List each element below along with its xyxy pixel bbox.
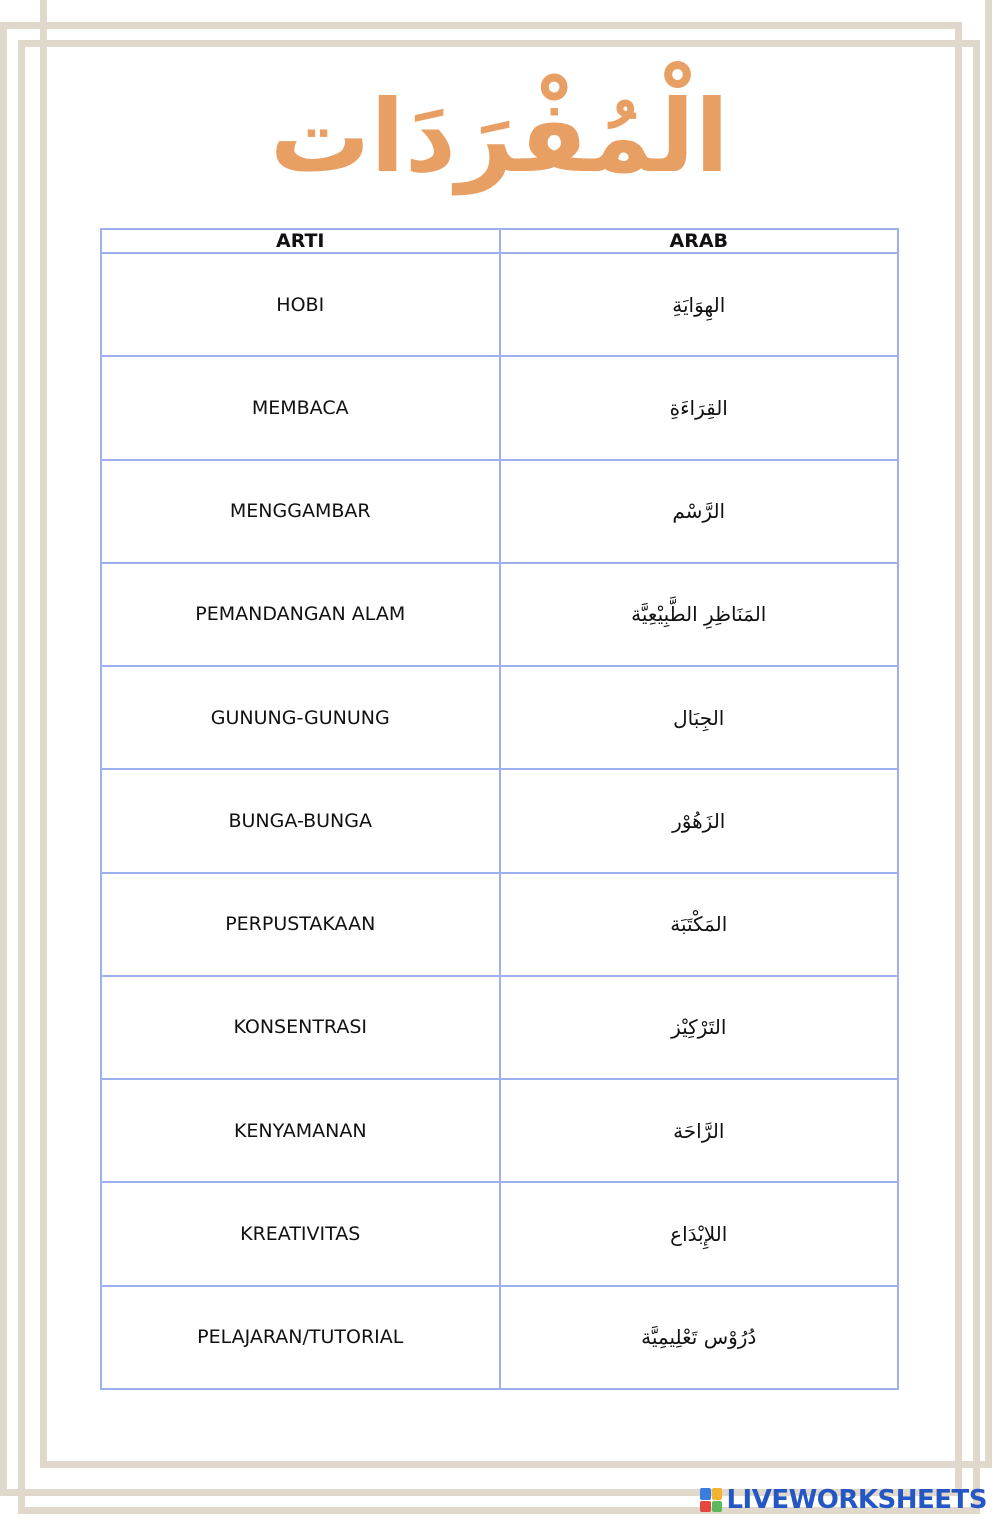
cell-arti: KONSENTRASI <box>101 976 500 1079</box>
table-row <box>101 666 898 769</box>
cell-arab: دُرُوْس تَعْلِيمِيَّة <box>500 1286 899 1389</box>
page-title: الْمُفْرَدَات <box>269 78 730 195</box>
header-arab: ARAB <box>500 229 899 253</box>
cell-arti: KENYAMANAN <box>101 1079 500 1182</box>
cell-arab: الزَهُوْر <box>500 769 899 872</box>
table-row <box>101 1182 898 1285</box>
cell-arti: BUNGA-BUNGA <box>101 769 500 872</box>
liveworksheets-logo-icon <box>700 1488 722 1512</box>
cell-arti: PERPUSTAKAAN <box>101 873 500 976</box>
table-row <box>101 253 898 356</box>
cell-arab: الهِوَايَةِ <box>500 253 899 356</box>
cell-arab: الرَّسْم <box>500 460 899 563</box>
cell-arab: الجِبَال <box>500 666 899 769</box>
table-row <box>101 1286 898 1389</box>
liveworksheets-branding[interactable] <box>700 1484 987 1516</box>
table-header-row <box>101 229 898 253</box>
table-row <box>101 563 898 666</box>
vocabulary-table <box>100 228 899 1390</box>
cell-arti: KREATIVITAS <box>101 1182 500 1285</box>
cell-arab: المَكْتَبَة <box>500 873 899 976</box>
table-row <box>101 873 898 976</box>
table-row <box>101 356 898 459</box>
cell-arab: التَرْكِيْز <box>500 976 899 1079</box>
table-row <box>101 769 898 872</box>
header-arti: ARTI <box>101 229 500 253</box>
cell-arti: PELAJARAN/TUTORIAL <box>101 1286 500 1389</box>
cell-arab: اللإِبْدَاع <box>500 1182 899 1285</box>
cell-arti: PEMANDANGAN ALAM <box>101 563 500 666</box>
cell-arti: MENGGAMBAR <box>101 460 500 563</box>
liveworksheets-wordmark: LIVEWORKSHEETS <box>726 1485 987 1515</box>
cell-arti: GUNUNG-GUNUNG <box>101 666 500 769</box>
table-row <box>101 1079 898 1182</box>
cell-arab: المَنَاظِرِ الطَّبِيْعِيَّة <box>500 563 899 666</box>
table-row <box>101 460 898 563</box>
cell-arab: القِرَاءَةِ <box>500 356 899 459</box>
cell-arti: HOBI <box>101 253 500 356</box>
table-row <box>101 976 898 1079</box>
cell-arti: MEMBACA <box>101 356 500 459</box>
cell-arab: الرَّاحَة <box>500 1079 899 1182</box>
